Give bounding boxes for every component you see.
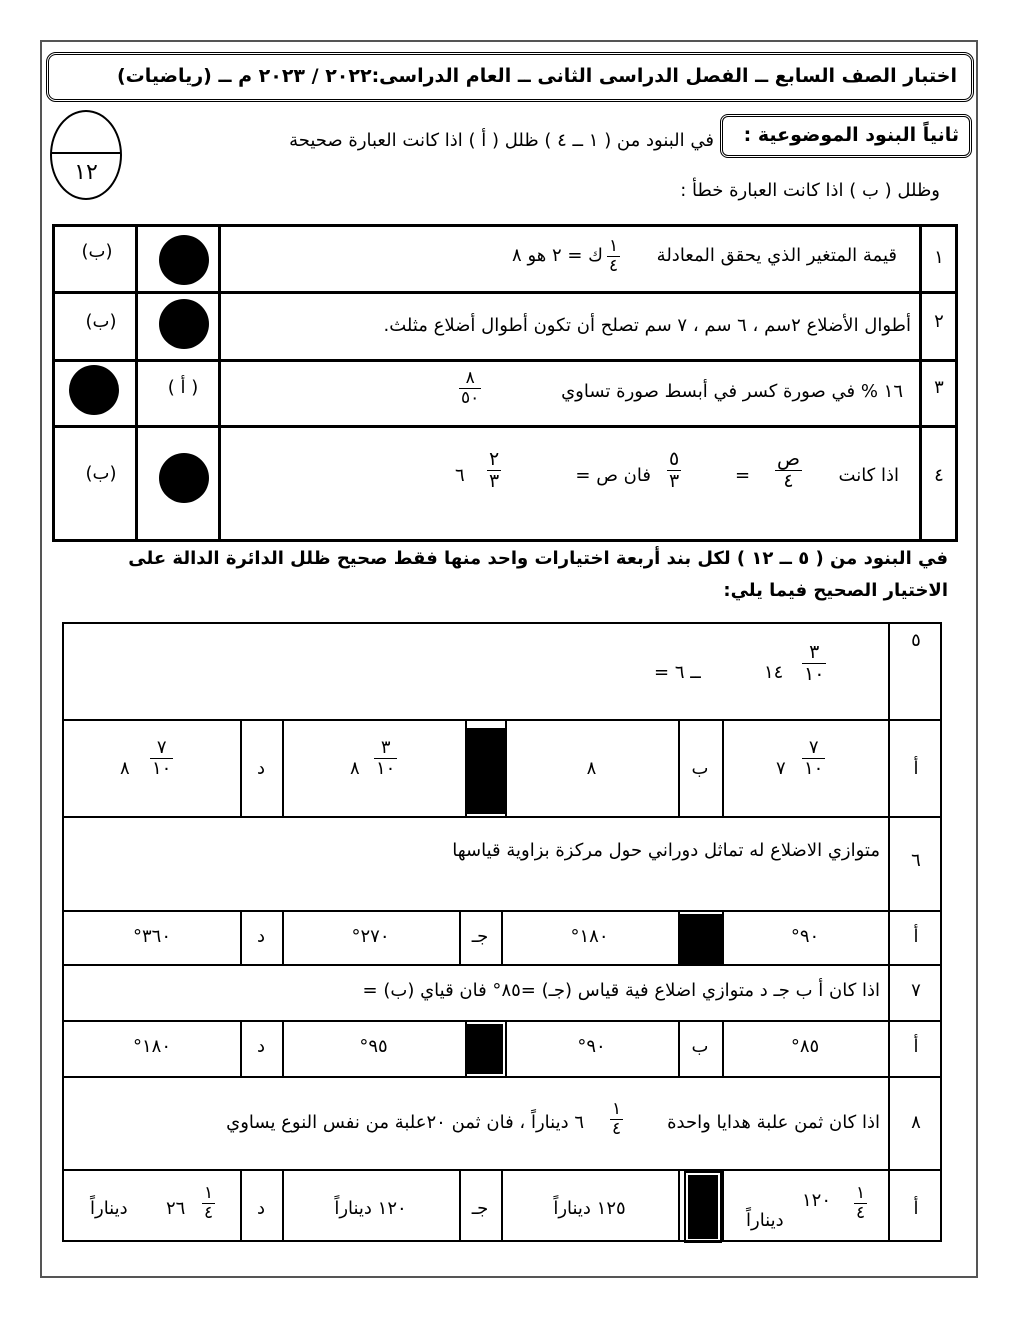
q5-option-d-fraction: ٧ ١٠ xyxy=(152,737,172,779)
q6-option-c: ٢٧٠° xyxy=(351,926,390,947)
true-false-table xyxy=(52,224,958,542)
q5-option-a-whole: ٧ xyxy=(776,758,786,779)
q8-fraction: ١ ٤ xyxy=(612,1099,622,1139)
q5-option-c-whole: ٨ xyxy=(350,758,360,779)
q8-option-b: ١٢٥ ديناراً xyxy=(553,1198,626,1219)
item-number-1: ١ xyxy=(934,247,944,268)
multiple-choice-table xyxy=(62,622,942,1242)
q5-whole: ١٤ xyxy=(764,662,784,683)
q7-option-a: ٨٥° xyxy=(790,1036,820,1057)
exam-header xyxy=(46,52,974,102)
q8-option-b-shaded[interactable] xyxy=(688,1175,718,1239)
q7-text: اذا كان أ ب جـ د متوازي اضلاع فية قياس (جـ) =٨٥° فان قياي (ب) = xyxy=(362,980,880,1001)
item-4-fraction-1: ص ٤ xyxy=(777,448,800,492)
q6-number: ٦ xyxy=(911,850,921,871)
item-2-option-b[interactable]: (ب) xyxy=(85,311,117,332)
instruction-line-1: في البنود من ( ١ ــ ٤ ) ظلل ( أ ) اذا كانت العبارة صحيحة xyxy=(289,130,714,151)
item-1-option-b[interactable]: (ب) xyxy=(81,241,113,262)
score-value: ١٢ xyxy=(74,160,98,185)
mc-instruction-line-1: في البنود من ( ٥ ــ ١٢ ) لكل بند أربعة اختيارات واحد منها فقط صحيح ظلل الدائرة الدالة على xyxy=(128,548,948,569)
item-1-text-after: ك = ٢ هو ٨ xyxy=(512,245,603,266)
q8-option-d-letter[interactable]: د xyxy=(256,1198,265,1219)
q8-option-d-whole: ٢٦ xyxy=(166,1198,186,1219)
item-3-fraction: ٨ ٥٠ xyxy=(461,368,480,408)
item-3-option-b-shaded[interactable] xyxy=(69,365,119,415)
q8-number: ٨ xyxy=(911,1112,921,1133)
section-title: ثانياً البنود الموضوعية : xyxy=(743,124,959,146)
q8-option-a-whole: ١٢٠ xyxy=(802,1190,832,1211)
q5-option-c-fraction: ٣ ١٠ xyxy=(376,737,396,779)
q5-expression: ــ ٦ = xyxy=(654,662,701,683)
q5-option-a-letter[interactable]: أ xyxy=(913,758,919,779)
item-4-fraction-2: ٥ ٣ xyxy=(669,448,680,492)
score-divider xyxy=(52,152,120,154)
item-3-option-a[interactable]: ( أ ) xyxy=(167,377,199,398)
score-oval xyxy=(50,110,122,200)
q6-option-b-shaded[interactable] xyxy=(680,914,722,964)
q7-option-d-letter[interactable]: د xyxy=(256,1036,265,1057)
q6-option-a-letter[interactable]: أ xyxy=(913,926,919,947)
q7-option-b-letter[interactable]: ب xyxy=(691,1036,709,1057)
section-title-box xyxy=(720,114,972,158)
q6-option-d-letter[interactable]: د xyxy=(256,926,265,947)
q8-option-a-letter[interactable]: أ xyxy=(913,1198,919,1219)
item-4-option-a-shaded[interactable] xyxy=(159,453,209,503)
item-4-option-b[interactable]: (ب) xyxy=(85,463,117,484)
q5-option-a-fraction: ٧ ١٠ xyxy=(804,737,824,779)
item-4-fraction-3: ٢ ٣ xyxy=(489,448,500,492)
q5-option-b: ٨ xyxy=(586,758,597,779)
q7-option-d: ١٨٠° xyxy=(132,1036,171,1057)
q7-option-b: ٩٠° xyxy=(577,1036,606,1057)
instruction-line-2: وظلل ( ب ) اذا كانت العبارة خطأ : xyxy=(680,180,940,201)
q8-option-a-unit: ديناراً xyxy=(746,1210,784,1231)
q5-option-d-whole: ٨ xyxy=(120,758,130,779)
q6-option-b: ١٨٠° xyxy=(570,926,609,947)
item-3-text: ١٦ % في صورة كسر في أبسط صورة تساوي xyxy=(561,381,903,402)
item-1-fraction: ١ ٤ xyxy=(609,236,619,276)
q8-option-c-letter[interactable]: جـ xyxy=(471,1198,489,1219)
q8-option-d-unit: ديناراً xyxy=(90,1198,128,1219)
q5-option-c-shaded[interactable] xyxy=(467,728,505,814)
item-4-equals: = xyxy=(735,465,751,486)
q5-option-b-letter[interactable]: ب xyxy=(691,758,709,779)
item-4-text-before: اذا كانت xyxy=(838,465,899,486)
q7-option-a-letter[interactable]: أ xyxy=(913,1036,919,1057)
q7-option-c: ٩٥° xyxy=(359,1036,388,1057)
exam-title: اختبار الصف السابع ــ الفصل الدراسى الثانى ــ العام الدراسى:٢٠٢٢ / ٢٠٢٣ م ــ (رياضيات) xyxy=(116,65,957,87)
q8-option-d-fraction: ١ ٤ xyxy=(204,1183,214,1223)
item-1-text-before: قيمة المتغير الذي يحقق المعادلة xyxy=(656,245,897,266)
q7-option-c-shaded[interactable] xyxy=(467,1024,503,1074)
item-1-option-a-shaded[interactable] xyxy=(159,235,209,285)
q6-text: متوازي الاضلاع له تماثل دوراني حول مركزة بزاوية قياسها xyxy=(452,840,880,861)
q6-option-c-letter[interactable]: جـ xyxy=(471,926,489,947)
q8-option-c: ١٢٠ ديناراً xyxy=(334,1198,407,1219)
q6-option-a: ٩٠° xyxy=(790,926,820,947)
item-number-4: ٤ xyxy=(934,465,944,486)
q5-option-d-letter[interactable]: د xyxy=(256,758,265,779)
mc-instruction-line-2: الاختيار الصحيح فيما يلي: xyxy=(723,580,948,601)
item-number-2: ٢ xyxy=(934,311,944,332)
q6-option-d: ٣٦٠° xyxy=(132,926,171,947)
q5-fraction: ٣ ١٠ xyxy=(804,641,825,685)
item-4-whole: ٦ xyxy=(455,465,465,486)
item-2-option-a-shaded[interactable] xyxy=(159,299,209,349)
item-number-3: ٣ xyxy=(934,377,944,398)
q8-text-after: ٦ ديناراً ، فان ثمن ٢٠علبة من نفس النوع يساوي xyxy=(226,1112,584,1133)
item-4-text-mid: فان ص = xyxy=(575,465,651,486)
q5-number: ٥ xyxy=(911,630,921,651)
q8-option-a-fraction: ١ ٤ xyxy=(856,1183,866,1223)
q8-text-before: اذا كان ثمن علبة هدايا واحدة xyxy=(667,1112,880,1133)
q7-number: ٧ xyxy=(911,980,921,1001)
item-2-text: أطوال الأضلاع ٢سم ، ٦ سم ، ٧ سم تصلح أن تكون أطوال أضلاع مثلث. xyxy=(383,315,911,336)
